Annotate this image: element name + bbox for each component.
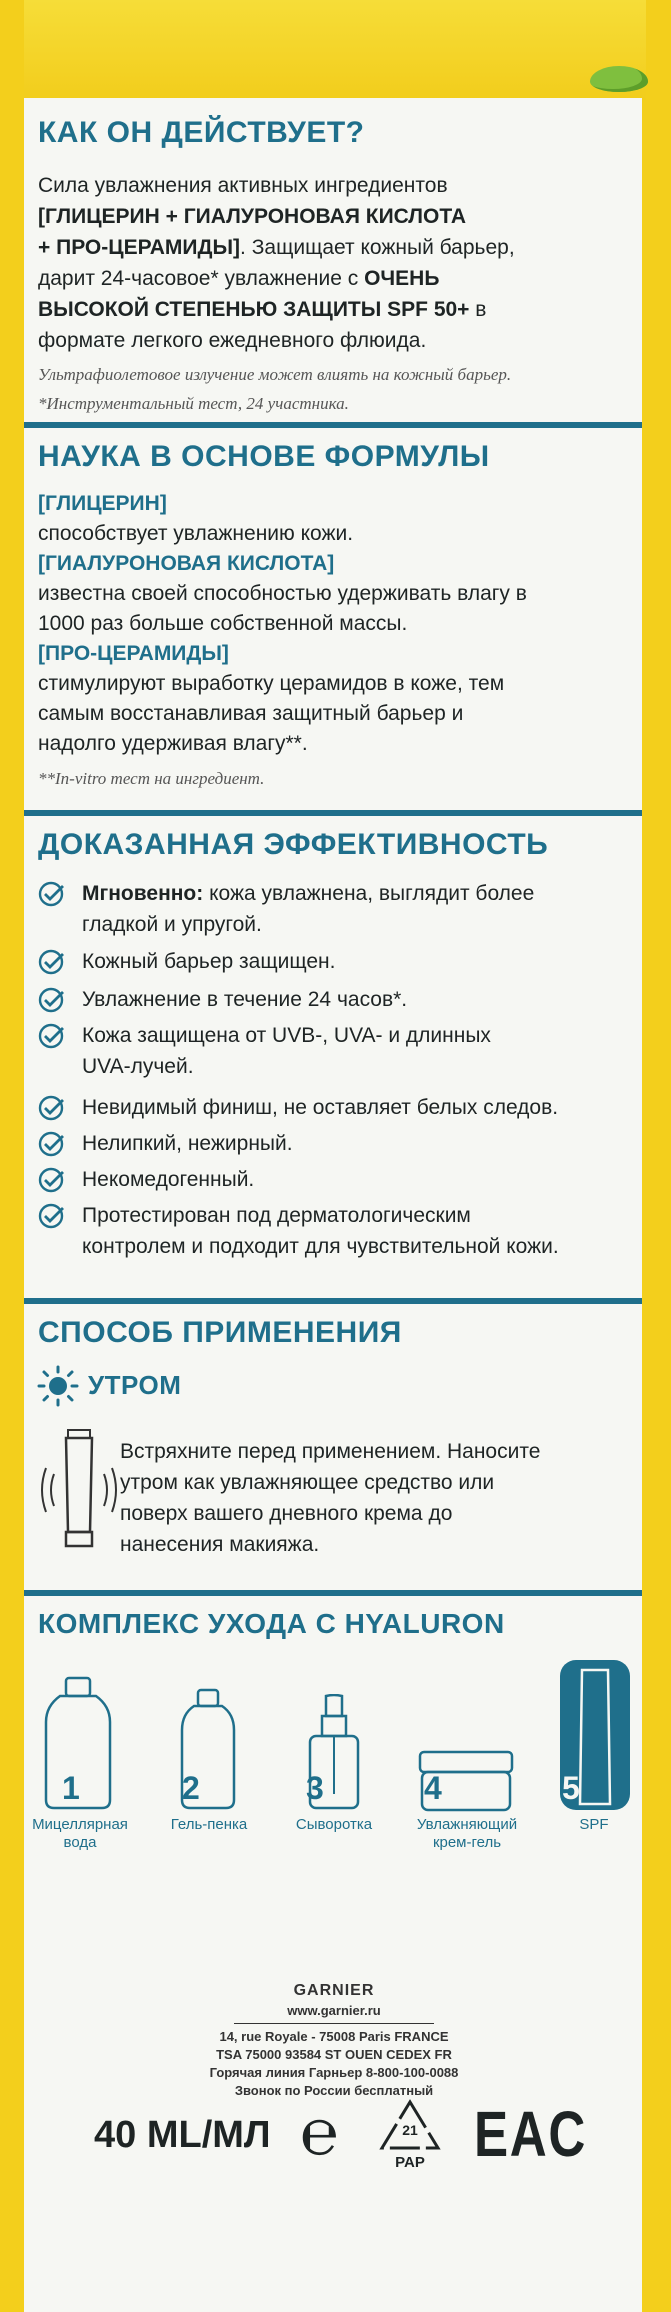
ceramides-text-1: стимулируют выработку церамидов в коже, тем <box>38 672 505 695</box>
divider-1 <box>24 422 642 428</box>
hotline: Горячая линия Гарньер 8-800-100-0088 <box>209 2065 459 2080</box>
how-note-2: *Инструментальный тест, 24 участника. <box>38 394 349 413</box>
address-line-2: TSA 75000 93584 ST OUEN CEDEX FR <box>216 2047 452 2062</box>
how-line-2: [ГЛИЦЕРИН + ГИАЛУРОНОВАЯ КИСЛОТА <box>38 205 467 228</box>
check-circle-icon <box>38 1166 66 1194</box>
step-label-serum: Сыворотка <box>295 1816 373 1833</box>
estimated-sign-icon: ℮ <box>300 2096 339 2170</box>
divider-4 <box>24 1590 642 1596</box>
ingredient-glycerin: [ГЛИЦЕРИН] <box>38 492 167 515</box>
section-title-routine: КОМПЛЕКС УХОДА С HYALURON <box>38 1608 505 1639</box>
step-number: 4 <box>424 1770 442 1806</box>
section-title-efficacy: ДОКАЗАННАЯ ЭФФЕКТИВНОСТЬ <box>38 828 549 861</box>
glycerin-text: способствует увлажнению кожи. <box>38 522 354 545</box>
footer-divider <box>234 2023 434 2024</box>
ceramides-text-3: надолго удерживая влагу**. <box>38 732 308 755</box>
back-panel: КАК ОН ДЕЙСТВУЕТ? Сила увлажнения активных ингредиентов [ГЛИЦЕРИН + ГИАЛУРОНОВАЯ КИСЛОТА + ПРО-ЦЕРАМИДЫ]. Защищает кожный барьер, дарит 24-часовое* увлажнение с ОЧЕНЬ ВЫСОКОЙ СТЕПЕНЬЮ ЗАЩИТЫ SPF 50+ в формате легкого ежедневного флюида. Ультрафиолетовое излучение может влиять на кожный барьер. *Инструментальный тест, 24 участника. НАУКА В ОСНОВЕ ФОРМУЛЫ [ГЛИЦЕРИН] способствует увлажнению кожи. [ГИАЛУРОНОВАЯ КИСЛОТА] известна своей способностью удерживать влагу в 1000 раз больше собственной массы. [ПРО-ЦЕРАМИДЫ] стимулируют выработку церамидов в коже, тем самым восстанавливая защитный барьер и надолго удерживая влагу**. **In-vitro тест на ингредиент. ДОКАЗАННАЯ ЭФФЕКТИВНОСТЬ Мгновенно: кожа увлажнена, выглядит более гладкой и упругой. Кожный барьер защищен. Увлажнение в течение 24 часов*. Кожа защищена от UVB-, UVA- и длинных UVA-лучей. Невидимый финиш, не оставляет белых следов. Нелипкий, нежирный. Некомедогенный. Протестирован под дерматологическим контролем и подходит для чувствительной кожи. СПОСОБ ПРИМЕНЕНИЯ УТРОМ Встряхните перед применением. Наносите утром как увлажняющее средство или поверх вашего дневного крема до нанесения макияжа. КОМПЛЕКС УХОДА С HYALURON 1 Мицеллярная вода 2 Гель-пенка 3 Сыворотка 4 Увлажняющий крем-гель 5 SPF GARNIER www.garnier.ru 14, rue Royale - 75008 Paris FRANCE TSA 75000 93584 ST OUEN CEDEX FR Горячая линия Гарньер 8-800-100-0088 Звонок по России бесплатный 40 ML/МЛ ℮ 21 PAP EAC <box>24 98 642 2312</box>
ceramides-text-2: самым восстанавливая защитный барьер и <box>38 702 464 725</box>
step-label-micellar: Мицеллярная вода <box>32 1816 128 1851</box>
ingredient-ceramides: [ПРО-ЦЕРАМИДЫ] <box>38 642 229 665</box>
eac-mark: EAC <box>474 2098 587 2170</box>
check-circle-icon <box>38 1094 66 1122</box>
step-label-spf: SPF <box>579 1816 609 1833</box>
address-line-1: 14, rue Royale - 75008 Paris FRANCE <box>219 2029 449 2044</box>
usage-line-3: поверх вашего дневного крема до <box>120 1502 453 1525</box>
how-line-1: Сила увлажнения активных ингредиентов <box>38 174 448 197</box>
recycle-number: 21 <box>402 2122 418 2138</box>
hotline-free-note: Звонок по России бесплатный <box>234 2083 434 2098</box>
volume: 40 ML/МЛ <box>94 2114 271 2156</box>
step-number: 5 <box>562 1770 580 1806</box>
step-number: 3 <box>306 1770 324 1806</box>
check-circle-icon <box>38 986 66 1014</box>
usage-morning: УТРОМ <box>88 1370 182 1400</box>
check-circle-icon <box>38 1130 66 1158</box>
step-number: 1 <box>62 1770 80 1806</box>
check-circle-icon <box>38 880 66 908</box>
check-circle-icon <box>38 1022 66 1050</box>
how-line-3: + ПРО-ЦЕРАМИДЫ]. Защищает кожный барьер, <box>38 236 515 259</box>
usage-line-4: нанесения макияжа. <box>120 1533 320 1556</box>
section-title-how: КАК ОН ДЕЙСТВУЕТ? <box>38 116 365 149</box>
divider-3 <box>24 1298 642 1304</box>
divider-2 <box>24 810 642 816</box>
step-label-gel: Гель-пенка <box>170 1816 248 1833</box>
how-note-1: Ультрафиолетовое излучение может влиять на кожный барьер. <box>38 365 512 384</box>
leaf-icon <box>590 66 648 92</box>
how-line-4: дарит 24-часовое* увлажнение с ОЧЕНЬ <box>38 267 440 290</box>
shake-tube-icon <box>38 1428 118 1548</box>
usage-line-1: Встряхните перед применением. Наносите <box>120 1440 541 1463</box>
website: www.garnier.ru <box>287 2003 381 2018</box>
recycle-code: PAP <box>395 2154 425 2171</box>
top-flap <box>24 0 646 100</box>
usage-line-2: утром как увлажняющее средство или <box>120 1471 495 1494</box>
hyaluronic-text-2: 1000 раз больше собственной массы. <box>38 612 408 635</box>
check-circle-icon <box>38 948 66 976</box>
hyaluronic-text-1: известна своей способностью удерживать влагу в <box>38 582 527 605</box>
brand-logo: GARNIER <box>293 1982 375 1999</box>
ingredient-hyaluronic: [ГИАЛУРОНОВАЯ КИСЛОТА] <box>38 552 335 575</box>
science-note: **In-vitro тест на ингредиент. <box>38 769 265 788</box>
check-circle-icon <box>38 1202 66 1230</box>
how-line-5: ВЫСОКОЙ СТЕПЕНЬЮ ЗАЩИТЫ SPF 50+ в <box>38 298 487 321</box>
sun-icon <box>36 1364 80 1408</box>
step-label-cream: Увлажняющий крем-гель <box>416 1816 518 1851</box>
step-number: 2 <box>182 1770 200 1806</box>
how-line-6: формате легкого ежедневного флюида. <box>38 329 427 352</box>
section-title-usage: СПОСОБ ПРИМЕНЕНИЯ <box>38 1316 402 1349</box>
section-title-science: НАУКА В ОСНОВЕ ФОРМУЛЫ <box>38 440 490 473</box>
